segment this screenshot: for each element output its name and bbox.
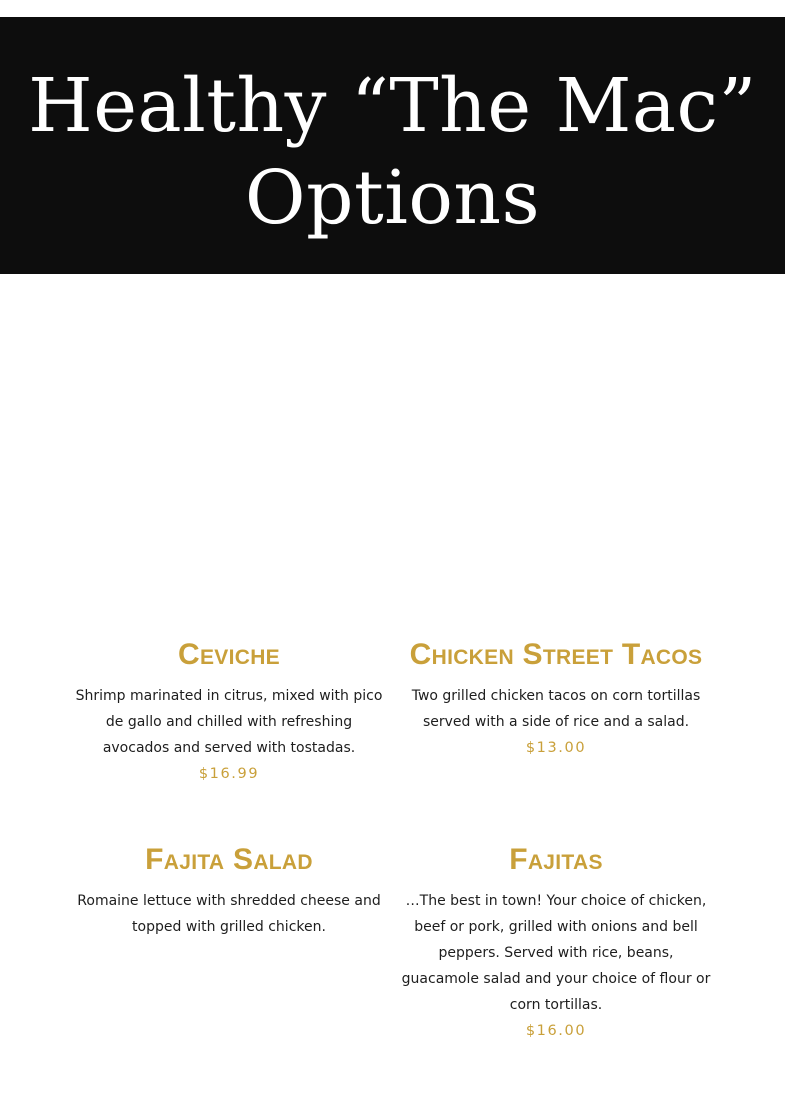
menu-item-name: Chicken Street Tacos [409,638,703,671]
menu-item-name: Fajitas [509,843,603,876]
menu-item-description: Two grilled chicken tacos on corn tortillas served with a side of rice and a salad. [411,688,701,730]
menu-item-ceviche [74,637,384,787]
menu-item-description: Shrimp marinated in citrus, mixed with pico de gallo and chilled with refreshing avocados and served with tostadas. [75,688,383,756]
menu-item-name: Ceviche [178,638,280,671]
menu-item-fajitas [401,842,711,1044]
menu-item-name: Fajita Salad [145,843,313,876]
menu-item-price: $13.00 [525,740,587,756]
menu-item-description: …The best in town! Your choice of chicken, beef or pork, grilled with onions and bell peppers. Served with rice, beans, guacamole salad and your choice of flour or corn tortillas. [401,893,711,1013]
menu-item-partial-left [74,1096,384,1113]
page-title [0,60,785,244]
menu-item-description: Romaine lettuce with shredded cheese and topped with grilled chicken. [77,893,381,935]
menu-item-price: $16.99 [198,766,260,782]
menu-item-chicken-street-tacos [401,637,711,761]
page-title-line-1: Healthy “The Mac” [28,63,757,149]
menu-item-partial-right [401,1096,711,1113]
menu-item-name-clipped [401,1096,711,1113]
page-title-line-2: Options [244,155,541,241]
hero-banner [0,17,785,274]
menu-item-fajita-salad [74,842,384,940]
menu-item-price: $16.00 [525,1023,587,1039]
menu-item-name-clipped [74,1096,384,1113]
